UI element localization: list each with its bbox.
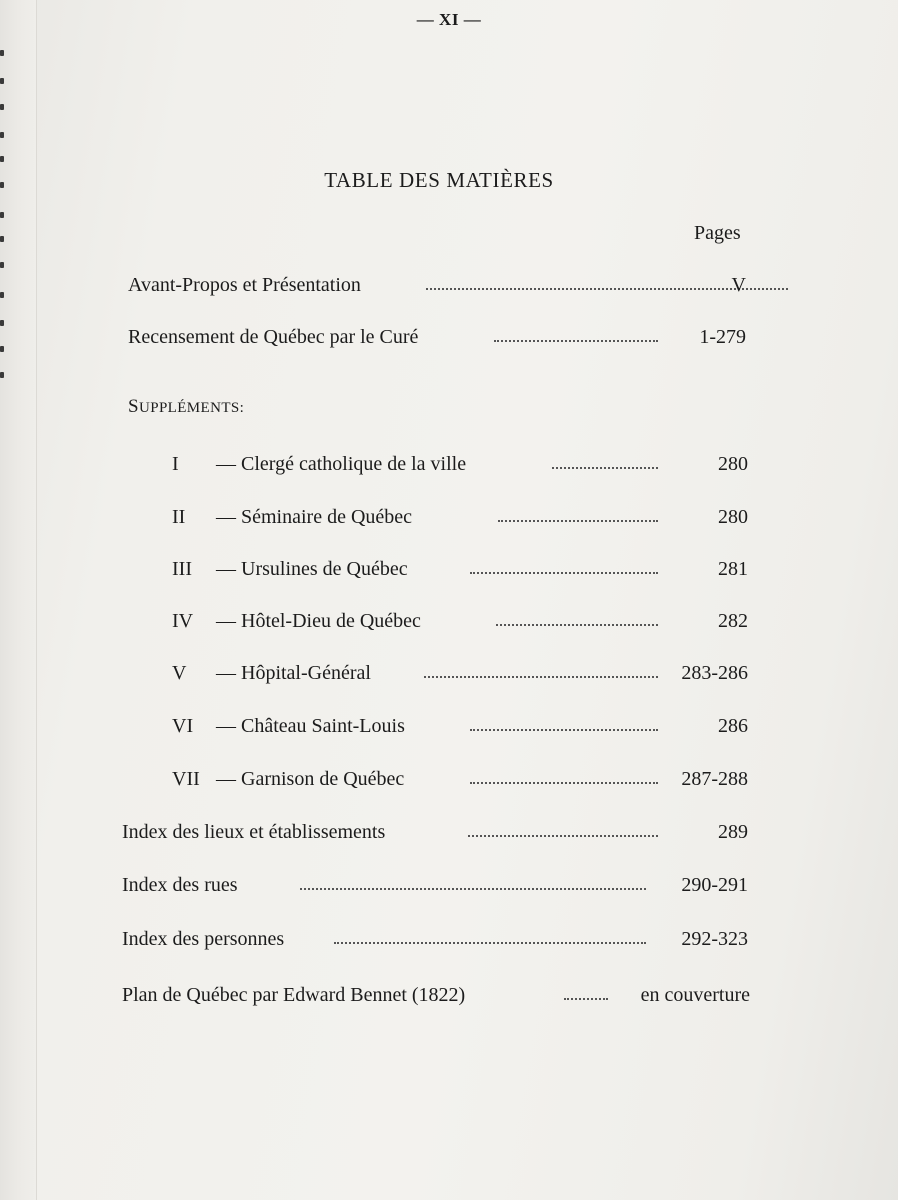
toc-entry-page: 289 [718,821,748,843]
supplement-label: — Séminaire de Québec [216,506,413,528]
toc-entry-label: Plan de Québec par Edward Bennet (1822) [122,984,466,1006]
supplement-numeral: VI [172,715,194,737]
spine-ink-mark [0,212,4,218]
spine-ink-mark [0,236,4,242]
dot-leader [470,572,658,574]
supplement-entry [172,658,748,688]
supplement-label: — Ursulines de Québec [216,558,408,580]
supplement-entry [172,764,748,794]
supplement-page: 287-288 [681,768,748,790]
supplement-page: 282 [718,610,748,632]
supplements-heading [128,396,244,418]
supplement-label: — Château Saint-Louis [216,715,405,737]
supplement-label: — Clergé catholique de la ville [216,453,467,475]
spine-ink-mark [0,78,4,84]
supplement-page: 280 [718,506,748,528]
supplement-numeral: I [172,453,179,475]
supplement-entry [172,711,748,741]
toc-entry-page: V [731,274,746,296]
toc-entry [128,322,746,352]
supplements-heading-initial: S [128,396,139,417]
toc-entry [122,817,748,847]
toc-entry-page: en couverture [640,984,750,1006]
spine-ink-mark [0,132,4,138]
toc-entry [122,870,748,900]
toc-entry-page: 290-291 [681,874,748,896]
supplement-entry [172,502,748,532]
supplement-page: 281 [718,558,748,580]
supplement-numeral: V [172,662,187,684]
supplement-numeral: IV [172,610,194,632]
supplement-label: — Hôtel-Dieu de Québec [216,610,421,632]
dot-leader [424,676,658,678]
toc-entry-label: Index des lieux et établissements [122,821,386,843]
toc-entry-page: 1-279 [699,326,746,348]
dot-leader [494,340,658,342]
supplement-entry [172,606,748,636]
spine-ink-mark [0,156,4,162]
spine-ink-mark [0,346,4,352]
toc-entry-label: Index des rues [122,874,238,896]
supplement-entry [172,554,748,584]
toc-entry [122,924,748,954]
supplement-page: 283-286 [681,662,748,684]
spine-ink-mark [0,320,4,326]
page-title: TABLE DES MATIÈRES [324,168,554,192]
toc-entry [122,980,750,1010]
pages-column-label: Pages [694,222,741,244]
supplements-heading-rest: UPPLÉMENTS: [138,400,245,416]
toc-entry-label: Avant-Propos et Présentation [128,274,361,296]
dot-leader [552,467,658,469]
supplement-page: 286 [718,715,748,737]
toc-entry [128,270,746,300]
dot-leader [498,520,658,522]
toc-entry-page: 292-323 [681,928,748,950]
dot-leader [496,624,658,626]
dot-leader [564,998,608,1000]
dot-leader [468,835,658,837]
spine-ink-mark [0,104,4,110]
supplement-numeral: III [172,558,192,580]
supplement-numeral: II [172,506,186,528]
spine-ink-mark [0,50,4,56]
supplement-page: 280 [718,453,748,475]
spine-ink-mark [0,372,4,378]
dot-leader [470,782,658,784]
dot-leader [470,729,658,731]
dot-leader [334,942,646,944]
supplement-numeral: VII [172,768,200,790]
dot-leader [300,888,646,890]
toc-entry-label: Recensement de Québec par le Curé [128,326,419,348]
toc-entry-label: Index des personnes [122,928,285,950]
supplement-entry [172,449,748,479]
supplement-label: — Garnison de Québec [216,768,405,790]
spine-ink-mark [0,262,4,268]
page-number: — XI — [416,10,482,29]
supplement-label: — Hôpital-Général [216,662,371,684]
spine-ink-mark [0,292,4,298]
